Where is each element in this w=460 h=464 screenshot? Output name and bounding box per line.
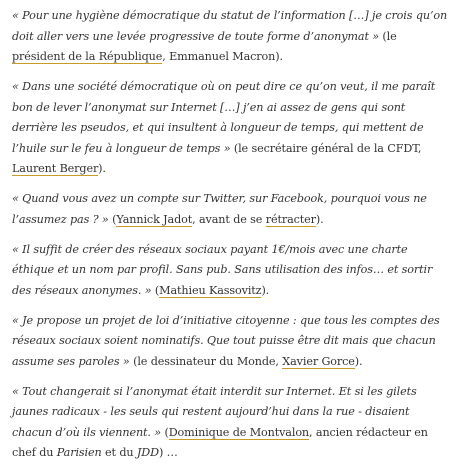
- link-yannick-jadot[interactable]: Yannick Jadot: [116, 212, 193, 226]
- quote-source: (le dessinateur du Monde, Xavier Gorce).: [129, 354, 363, 368]
- link-laurent-berger[interactable]: Laurent Berger: [12, 162, 99, 175]
- quote-jadot: [12, 189, 452, 230]
- link-dominique-de-montvalon[interactable]: Dominique de Montvalon: [168, 425, 310, 439]
- link-mathieu-kassovitz[interactable]: Mathieu Kassovitz: [159, 283, 262, 297]
- quote-gorce: [12, 311, 452, 373]
- quote-montvalon: [12, 382, 452, 464]
- quote-text: « Pour une hygiène démocratique du statut de l’information […] je crois qu’on doit aller vers une levée progressive de toute forme d’anonymat »: [12, 9, 448, 43]
- publication-name: Parisien: [56, 446, 102, 459]
- publication-name: JDD: [136, 446, 159, 459]
- quote-berger: [12, 77, 452, 180]
- quote-text: « Tout changerait si l’anonymat était interdit sur Internet. Et si les gilets jaunes radicaux - les seuls qui restent aujourd’hui dans la rue - disaient chacun d’où ils viennent. »: [12, 384, 417, 439]
- quote-source: (Yannick Jadot, avant de se rétracter).: [108, 212, 324, 226]
- quote-macron: [12, 6, 452, 68]
- link-retracter[interactable]: rétracter: [265, 212, 316, 226]
- quote-text: « Quand vous avez un compte sur Twitter, sur Facebook, pourquoi vous ne l’assumez pas ? »: [12, 192, 427, 226]
- quote-text: « Je propose un projet de loi d’initiative citoyenne : que tous les comptes des réseaux sociaux soient nominatifs. Que tout puisse être dit mais que chacun assume ses paroles »: [12, 313, 440, 368]
- quote-source: (le secrétaire général de la CFDT, Laurent Berger).: [12, 141, 422, 175]
- quote-source: (le président de la République, Emmanuel Macron).: [12, 29, 397, 63]
- quote-kassovitz: [12, 240, 452, 302]
- quote-source: (Dominique de Montvalon, ancien rédacteur en chef du Parisien et du JDD) …: [12, 425, 428, 459]
- quote-text: « Il suffit de créer des réseaux sociaux payant 1€/mois avec une charte éthique et un nom par profil. Sans pub. Sans utilisation des infos… et sortir des réseaux anonymes. »: [12, 242, 433, 297]
- link-president[interactable]: président de la République: [12, 50, 163, 63]
- quote-text: « Dans une société démocratique où on peut dire ce qu’on veut, il me paraît bon de lever l’anonymat sur Internet […] j’en ai assez de gens qui sont derrière les pseudos, et qui insultent à longueur de temps, qui mettent de l’huile sur le feu à longueur de temps »: [12, 80, 436, 155]
- link-xavier-gorce[interactable]: Xavier Gorce: [282, 354, 355, 368]
- quote-source: (Mathieu Kassovitz).: [151, 283, 270, 297]
